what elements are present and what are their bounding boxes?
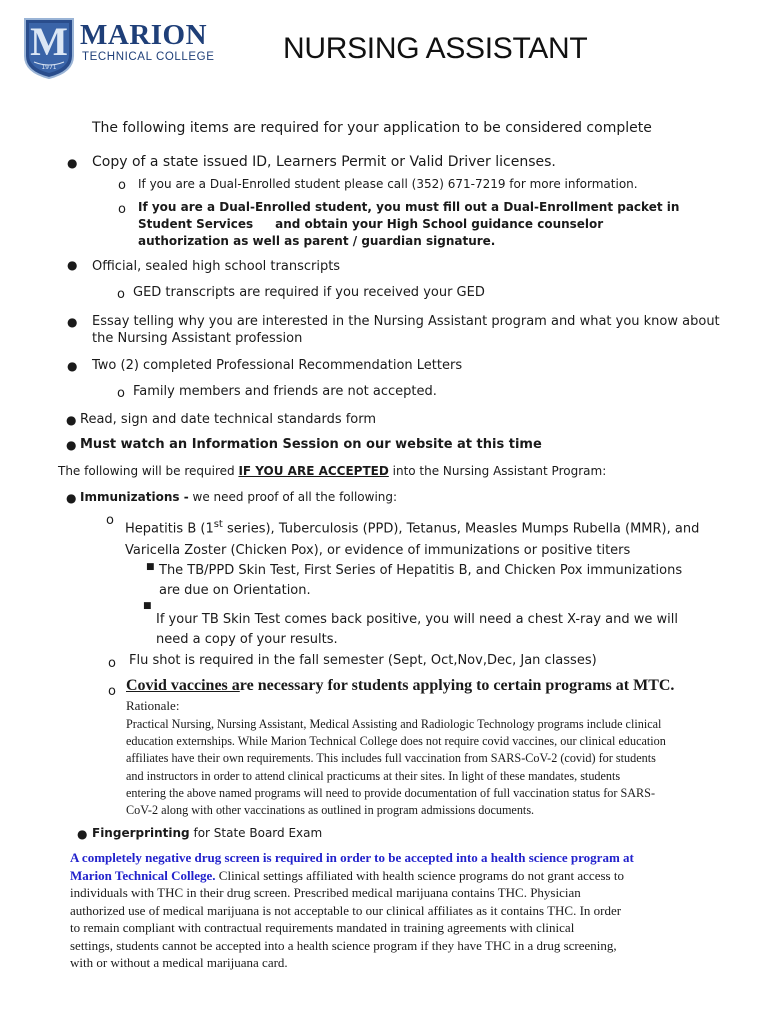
dual-packet-line1: If you are a Dual-Enrolled student, you must fill out a Dual-Enrollment packet in — [138, 200, 680, 214]
drug-line: settings, students cannot be accepted into a health science program if they have THC in a drug screening, — [70, 937, 617, 953]
hep-sup: st — [213, 519, 223, 530]
bullet-icon: ● — [67, 258, 78, 272]
circle-bullet-icon: o — [106, 513, 114, 528]
covid-rest: re necessary for students applying to certain programs at MTC. — [239, 677, 675, 694]
bullet-icon: ● — [77, 827, 88, 841]
logo-emblem-letter: M — [30, 19, 68, 64]
drug-line: to remain compliant with contractual requirements mandated in training agreements with clinical — [70, 920, 575, 935]
college-logo — [22, 16, 222, 82]
item-transcripts: Official, sealed high school transcripts — [92, 259, 341, 274]
item-hepatitis — [125, 514, 699, 562]
accepted-prefix: The following will be required — [58, 464, 239, 478]
item-fingerprinting — [92, 826, 322, 840]
tb-line1: The TB/PPD Skin Test, First Series of Hepatitis B, and Chicken Pox immunizations — [159, 563, 683, 578]
circle-bullet-icon: o — [108, 656, 116, 671]
bullet-icon: ● — [66, 413, 77, 427]
bullet-icon: ● — [67, 359, 78, 373]
square-bullet-icon: ■ — [146, 562, 155, 572]
square-bullet-icon: ■ — [143, 601, 152, 611]
positive-line1: If your TB Skin Test comes back positive, you will need a chest X-ray and we will — [156, 612, 678, 627]
positive-line2: need a copy of your results. — [156, 632, 338, 647]
circle-bullet-icon: o — [117, 386, 125, 401]
bullet-icon: ● — [66, 438, 77, 452]
circle-bullet-icon: o — [108, 684, 116, 699]
bullet-icon: ● — [67, 315, 78, 329]
accepted-suffix: into the Nursing Assistant Program: — [388, 464, 607, 478]
hep-b: series), Tuberculosis (PPD), Tetanus, Measles Mumps Rubella (MMR), and — [222, 521, 700, 537]
item-info-session: Must watch an Information Session on our website at this time — [80, 437, 542, 452]
rationale-line: education externships. While Marion Technical College does not require covid vaccines, our clinical education — [126, 734, 666, 749]
item-id: Copy of a state issued ID, Learners Permit or Valid Driver licenses. — [92, 154, 556, 170]
circle-bullet-icon: o — [118, 178, 126, 193]
logo-subtitle: TECHNICAL COLLEGE — [82, 51, 215, 63]
item-flu-shot: Flu shot is required in the fall semester (Sept, Oct,Nov,Dec, Jan classes) — [129, 653, 597, 668]
drug-line: authorized use of medical marijuana is not acceptable to our clinical affiliates as it contains THC. In order — [70, 902, 622, 918]
intro-text: The following items are required for your application to be considered complete — [92, 120, 652, 136]
logo-year: 1971 — [41, 64, 57, 71]
circle-bullet-icon: o — [118, 202, 126, 217]
page-title: NURSING ASSISTANT — [283, 32, 588, 65]
drug-lines — [70, 884, 766, 972]
rationale-line: CoV-2 along with other vaccinations as outlined in program admissions documents. — [126, 803, 535, 818]
item-family: Family members and friends are not accepted. — [133, 384, 437, 399]
rationale-line: affiliates have their own requirements. This includes full vaccination from SARS-CoV-2 (covid) for students — [126, 751, 656, 766]
item-id-dual-packet — [138, 199, 679, 250]
dual-packet-line2b: and obtain your High School guidance counselor — [275, 217, 604, 231]
rationale-label: Rationale: — [126, 698, 180, 713]
item-ged: GED transcripts are required if you received your GED — [133, 285, 485, 300]
item-id-dual-call: If you are a Dual-Enrolled student please call (352) 671-7219 for more information. — [138, 177, 638, 191]
circle-bullet-icon: o — [117, 287, 125, 302]
drug-line2-rest: Clinical settings affiliated with health science programs do not grant access to — [215, 867, 624, 883]
essay-line1: Essay telling why you are interested in the Nursing Assistant program and what you know about — [92, 314, 720, 329]
item-standards: Read, sign and date technical standards form — [80, 412, 377, 427]
covid-underlined: Covid vaccines a — [126, 677, 240, 694]
rationale-text — [126, 716, 766, 819]
rationale-line: and instructors in order to attend clinical practicums at their sites. In light of these mandates, students — [126, 768, 621, 783]
rationale-line: entering the above named programs will need to provide documentation of full vaccination status for SARS- — [126, 785, 656, 800]
drug-line: with or without a medical marijuana card. — [70, 955, 288, 970]
item-letters: Two (2) completed Professional Recommendation Letters — [92, 358, 463, 373]
item-tb-positive — [156, 610, 678, 650]
logo-name: MARION — [80, 19, 208, 51]
drug-screen-policy — [70, 849, 766, 972]
drug-blue-line1: A completely negative drug screen is required in order to be accepted into a health science program at — [70, 850, 634, 865]
dual-packet-line2 — [138, 216, 679, 233]
tb-line2: are due on Orientation. — [159, 583, 311, 598]
drug-line: individuals with THC in their drug screen. Prescribed medical marijuana contains THC. Physician — [70, 885, 581, 900]
hepatitis-line1 — [125, 514, 699, 540]
drug-blue-line2: Marion Technical College. — [70, 867, 216, 883]
fingerprinting-text: for State Board Exam — [189, 826, 323, 840]
immunizations-text: we need proof of all the following: — [188, 490, 398, 504]
item-tb-due — [159, 561, 682, 601]
item-essay — [92, 313, 720, 347]
hep-a: Hepatitis B (1 — [125, 521, 214, 537]
dual-packet-line3: authorization as well as parent / guardian signature. — [138, 234, 496, 248]
fingerprinting-label: Fingerprinting — [92, 826, 190, 840]
bullet-icon: ● — [67, 156, 78, 170]
immunizations-label: Immunizations - — [80, 490, 189, 504]
rationale-line: Practical Nursing, Nursing Assistant, Medical Assisting and Radiologic Technology programs include clinical — [126, 717, 662, 731]
hepatitis-line2: Varicella Zoster (Chicken Pox), or evidence of immunizations or positive titers — [125, 543, 631, 559]
accepted-heading — [58, 464, 606, 478]
essay-line2: the Nursing Assistant profession — [92, 331, 303, 346]
drug-line2 — [70, 867, 766, 885]
bullet-icon: ● — [66, 491, 77, 505]
item-immunizations — [80, 490, 397, 504]
item-covid — [126, 677, 674, 695]
dual-packet-line2a: Student Services — [138, 217, 254, 231]
accepted-emphasis: IF YOU ARE ACCEPTED — [238, 464, 389, 478]
